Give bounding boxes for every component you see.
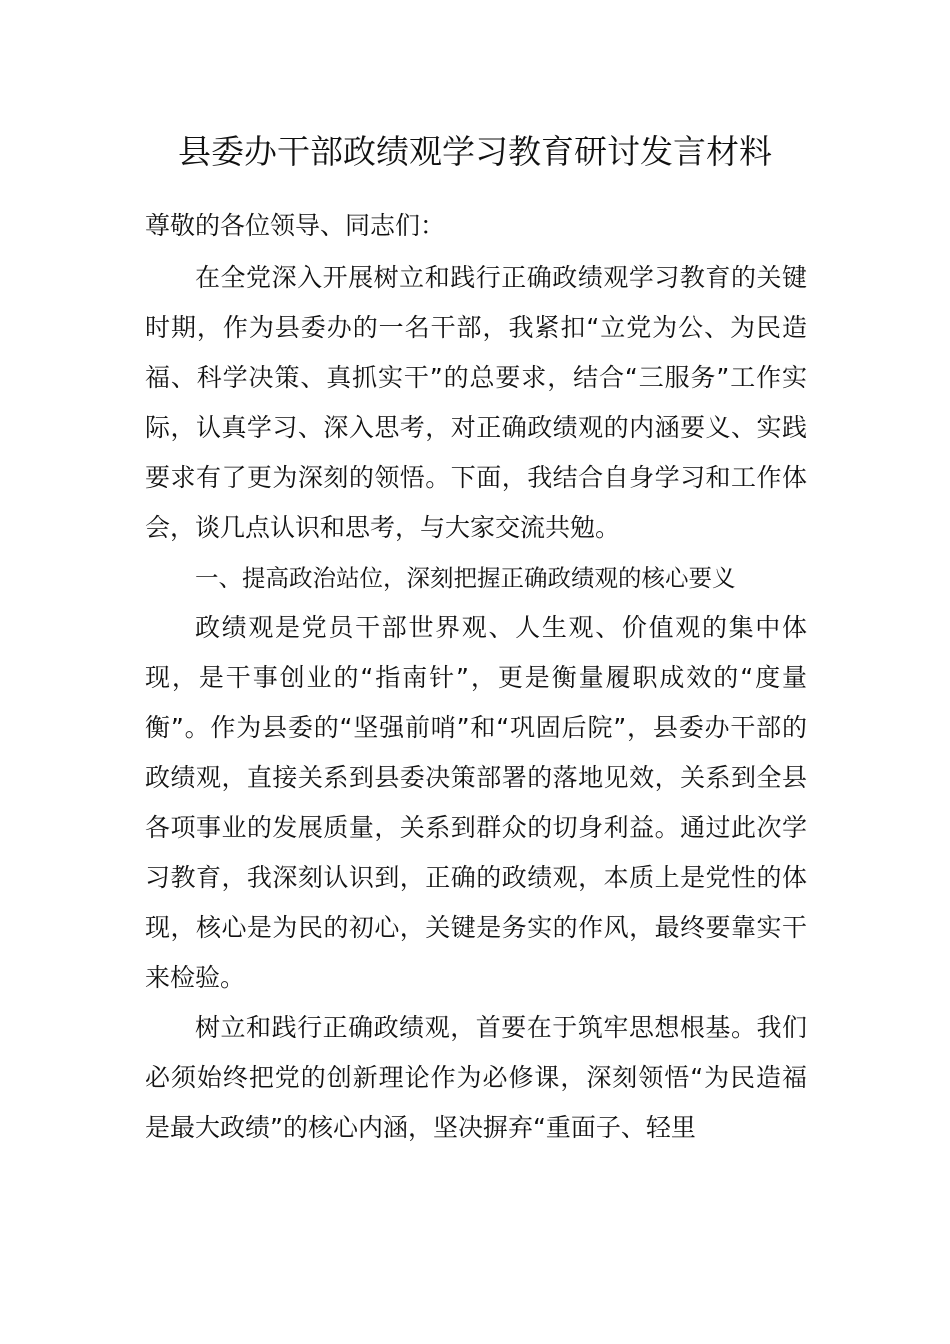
salutation: 尊敬的各位领导、同志们： (145, 211, 446, 240)
section-heading-1: 一、提高政治站位，深刻把握正确政绩观的核心要义 (195, 564, 736, 592)
document-body (145, 208, 807, 1153)
section1-paragraph-2: 树立和践行正确政绩观，首要在于筑牢思想根基。我们必须始终把党的创新理论作为必修课，深刻领悟“为民造福是最大政绩”的核心内涵，坚决摒弃“重面子、轻里 (145, 1013, 807, 1142)
intro-paragraph: 在全党深入开展树立和践行正确政绩观学习教育的关键时期，作为县委办的一名干部，我紧扣“立党为公、为民造福、科学决策、真抓实干”的总要求，结合“三服务”工作实际，认真学习、深入思考，对正确政绩观的内涵要义、实践要求有了更为深刻的领悟。下面，我结合自身学习和工作体会，谈几点认识和思考，与大家交流共勉。 (145, 263, 807, 542)
document-title: 县委办干部政绩观学习教育研讨发言材料 (178, 132, 772, 171)
section1-paragraph-1: 政绩观是党员干部世界观、人生观、价值观的集中体现，是干事创业的“指南针”，更是衡量履职成效的“度量衡”。作为县委的“坚强前哨”和“巩固后院”，县委办干部的政绩观，直接关系到县委决策部署的落地见效，关系到全县各项事业的发展质量，关系到群众的切身利益。通过此次学习教育，我深刻认识到，正确的政绩观，本质上是党性的体现，核心是为民的初心，关键是务实的作风，最终要靠实干来检验。 (145, 613, 807, 992)
